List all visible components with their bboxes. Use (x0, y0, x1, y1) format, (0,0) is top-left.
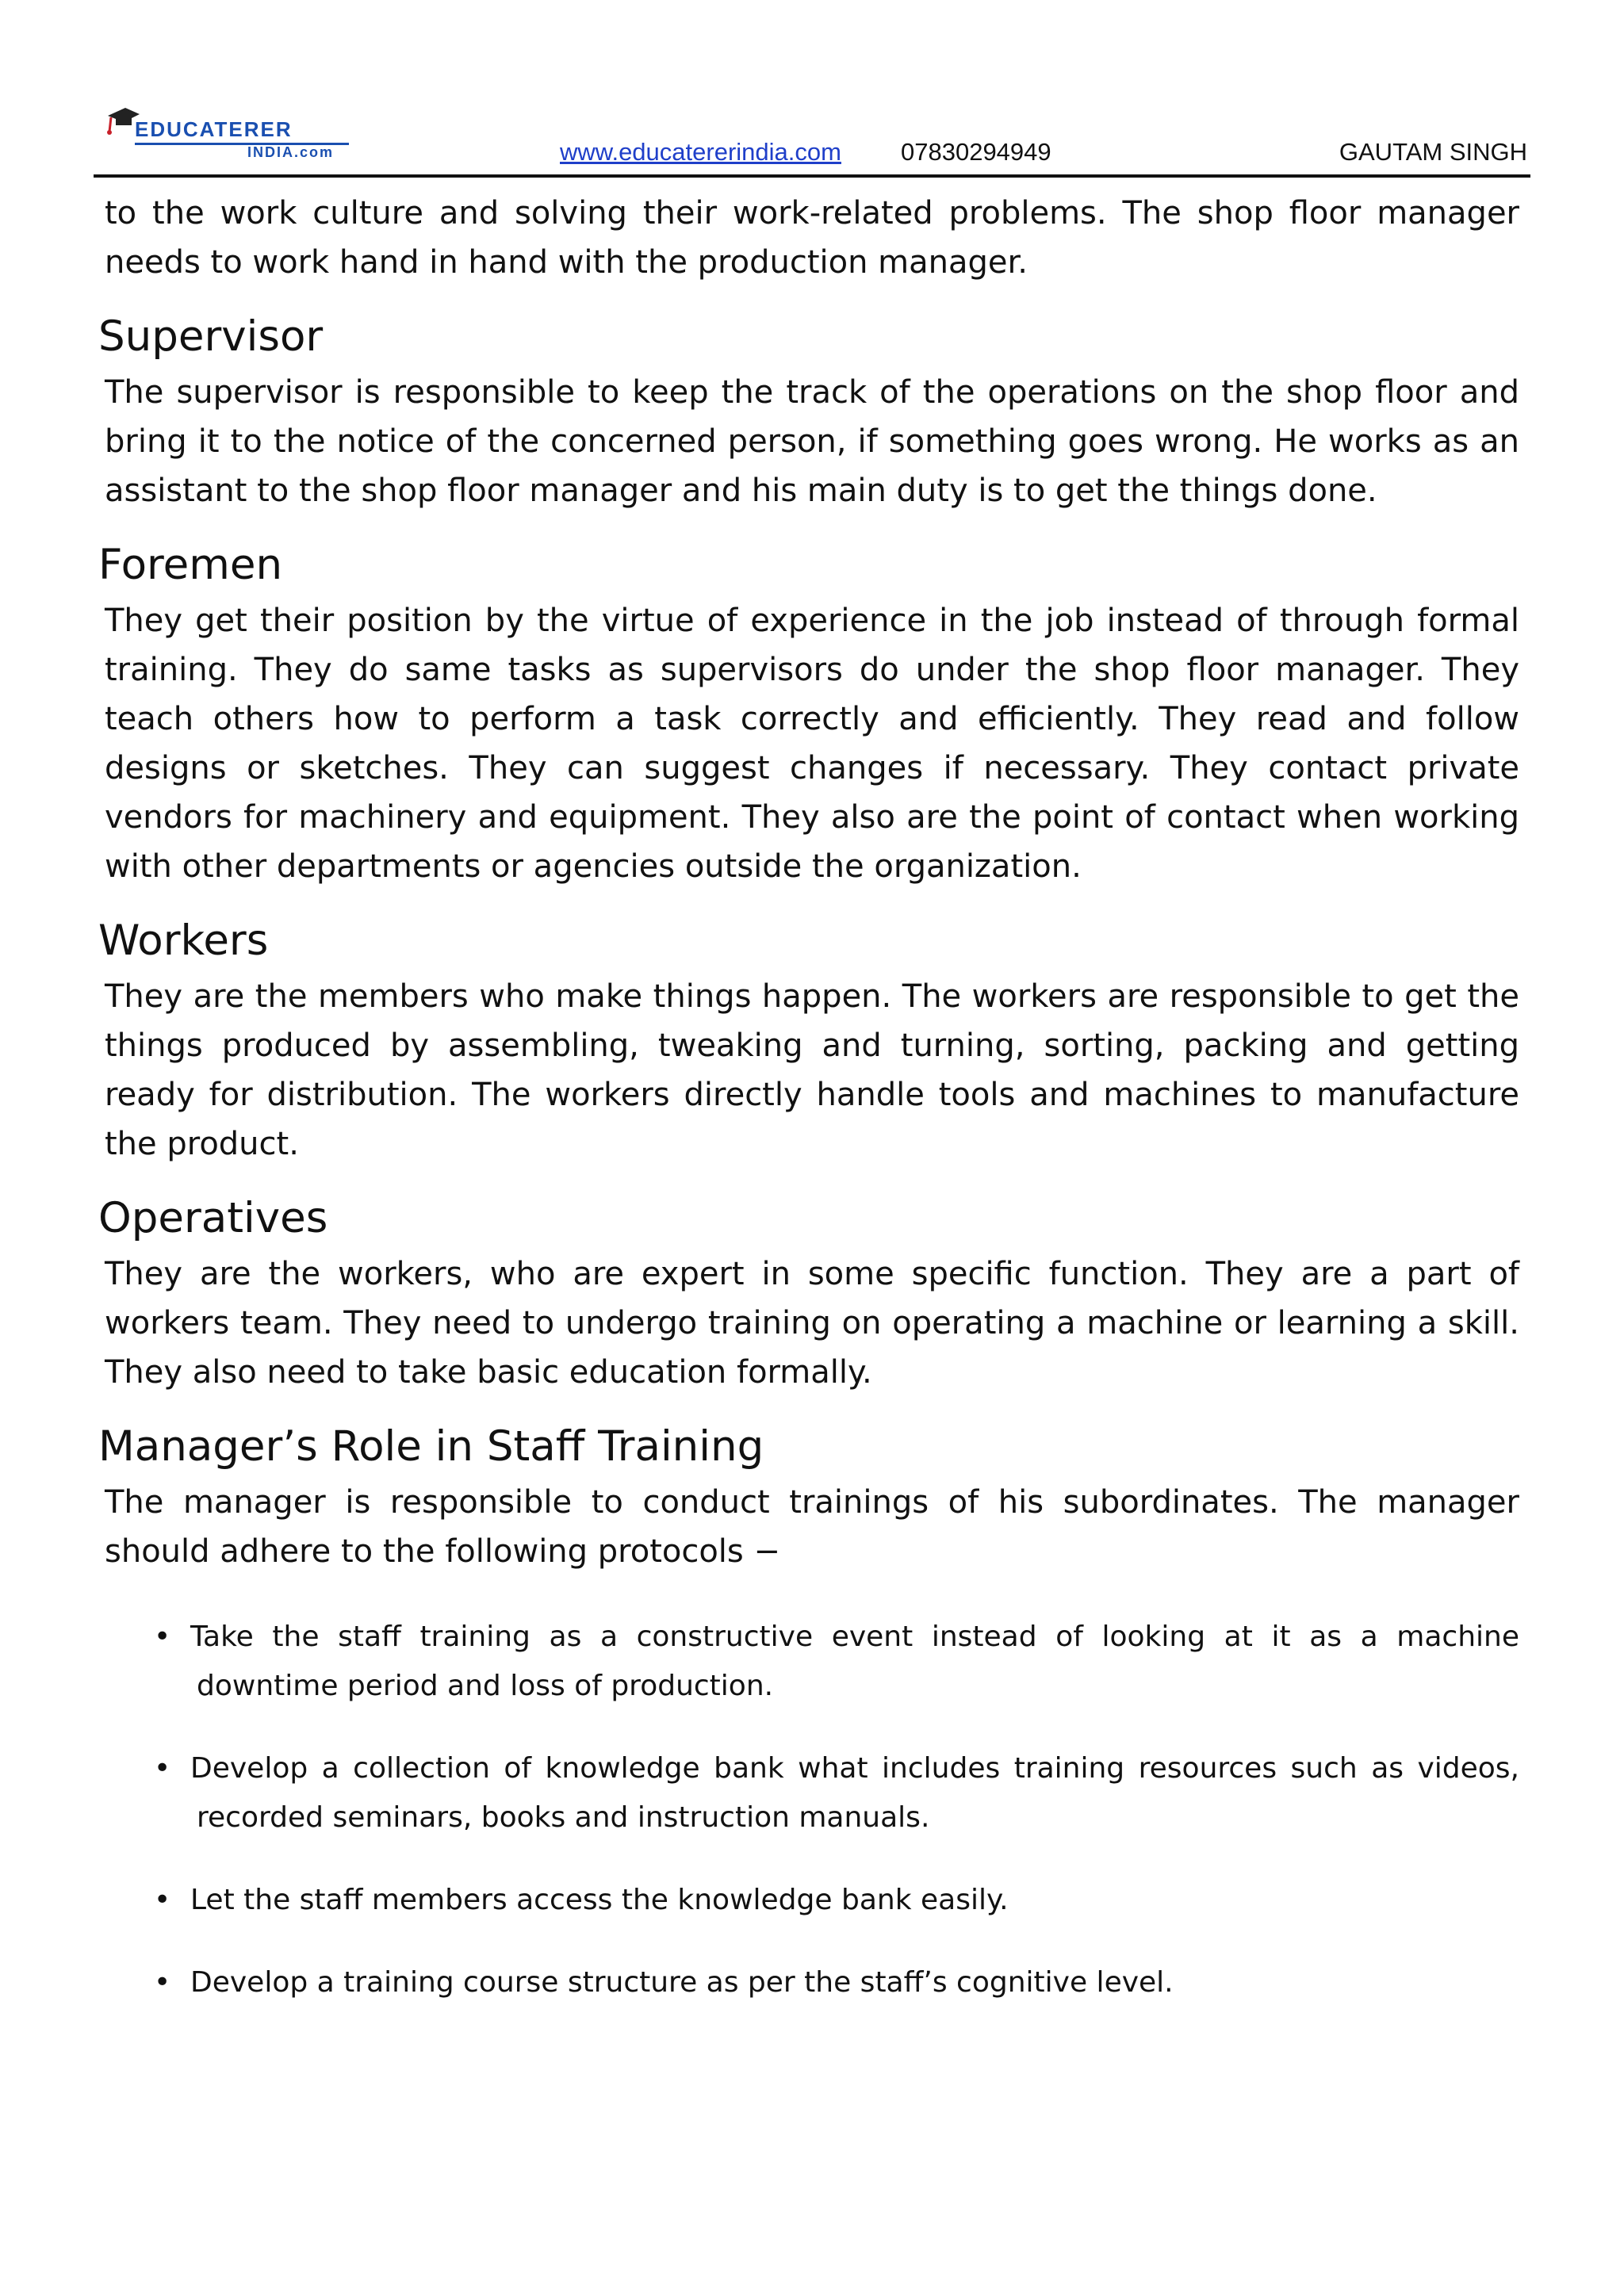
bullet-icon: • (154, 1621, 171, 1653)
paragraph-operatives: They are the workers, who are expert in some specific function. They are a part of workers team. They need to undergo training on operating a machine or learning a skill. They also need to take basic education formally. (105, 1256, 1519, 1391)
website-link[interactable]: www.educatererindia.com (560, 138, 841, 166)
list-item-text: Develop a training course structure as per the staff’s cognitive level. (190, 1966, 1174, 1999)
intro-paragraph: to the work culture and solving their work-related problems. The shop floor manager needs to work hand in hand with the production manager. (105, 195, 1519, 281)
author-name: GAUTAM SINGH (1339, 138, 1527, 166)
page-header (94, 94, 1530, 179)
list-item (105, 1613, 1519, 1711)
list-item (105, 1876, 1519, 1925)
heading-foremen: Foremen (98, 541, 283, 589)
list-item (105, 1744, 1519, 1843)
paragraph-foremen: They get their position by the virtue of experience in the job instead of through formal training. They do same tasks as supervisors do under the shop floor manager. They teach others how to perform a task correctly and efficiently. They read and follow designs or sketches. They can suggest changes if necessary. They contact private vendors for machinery and equipment. They also are the point of contact when working with other departments or agencies outside the organization. (105, 603, 1519, 885)
protocol-list (105, 1613, 1519, 2007)
heading-operatives: Operatives (98, 1194, 328, 1242)
document-body (98, 189, 1519, 2041)
logo-subtext: INDIA.com (247, 144, 335, 160)
heading-workers: Workers (98, 916, 269, 965)
paragraph-managers-role: The manager is responsible to conduct trainings of his subordinates. The manager should adhere to the following protocols − (105, 1484, 1519, 1570)
educaterer-logo (97, 100, 366, 171)
header-rule (94, 174, 1530, 178)
logo-text: EDUCATERER (135, 117, 293, 141)
paragraph-supervisor: The supervisor is responsible to keep the track of the operations on the shop floor and bring it to the notice of the concerned person, if something goes wrong. He works as an assistant to the shop floor manager and his main duty is to get the things done. (105, 374, 1519, 509)
paragraph-workers: They are the members who make things happen. The workers are responsible to get the things produced by assembling, tweaking and turning, sorting, packing and getting ready for distribution. The workers directly handle tools and machines to manufacture the product. (105, 978, 1519, 1162)
heading-supervisor: Supervisor (98, 312, 324, 361)
list-item-text: Take the staff training as a constructive event instead of looking at it as a machine downtime period and loss of production. (190, 1621, 1519, 1702)
phone-number: 07830294949 (901, 138, 1051, 166)
heading-managers-role: Manager’s Role in Staff Training (98, 1422, 764, 1471)
list-item (105, 1958, 1519, 2007)
bullet-icon: • (154, 1752, 171, 1785)
list-item-text: Develop a collection of knowledge bank what includes training resources such as videos, recorded seminars, books and instruction manuals. (190, 1752, 1519, 1834)
bullet-icon: • (154, 1884, 171, 1916)
bullet-icon: • (154, 1966, 171, 1999)
list-item-text: Let the staff members access the knowledge bank easily. (190, 1884, 1009, 1916)
